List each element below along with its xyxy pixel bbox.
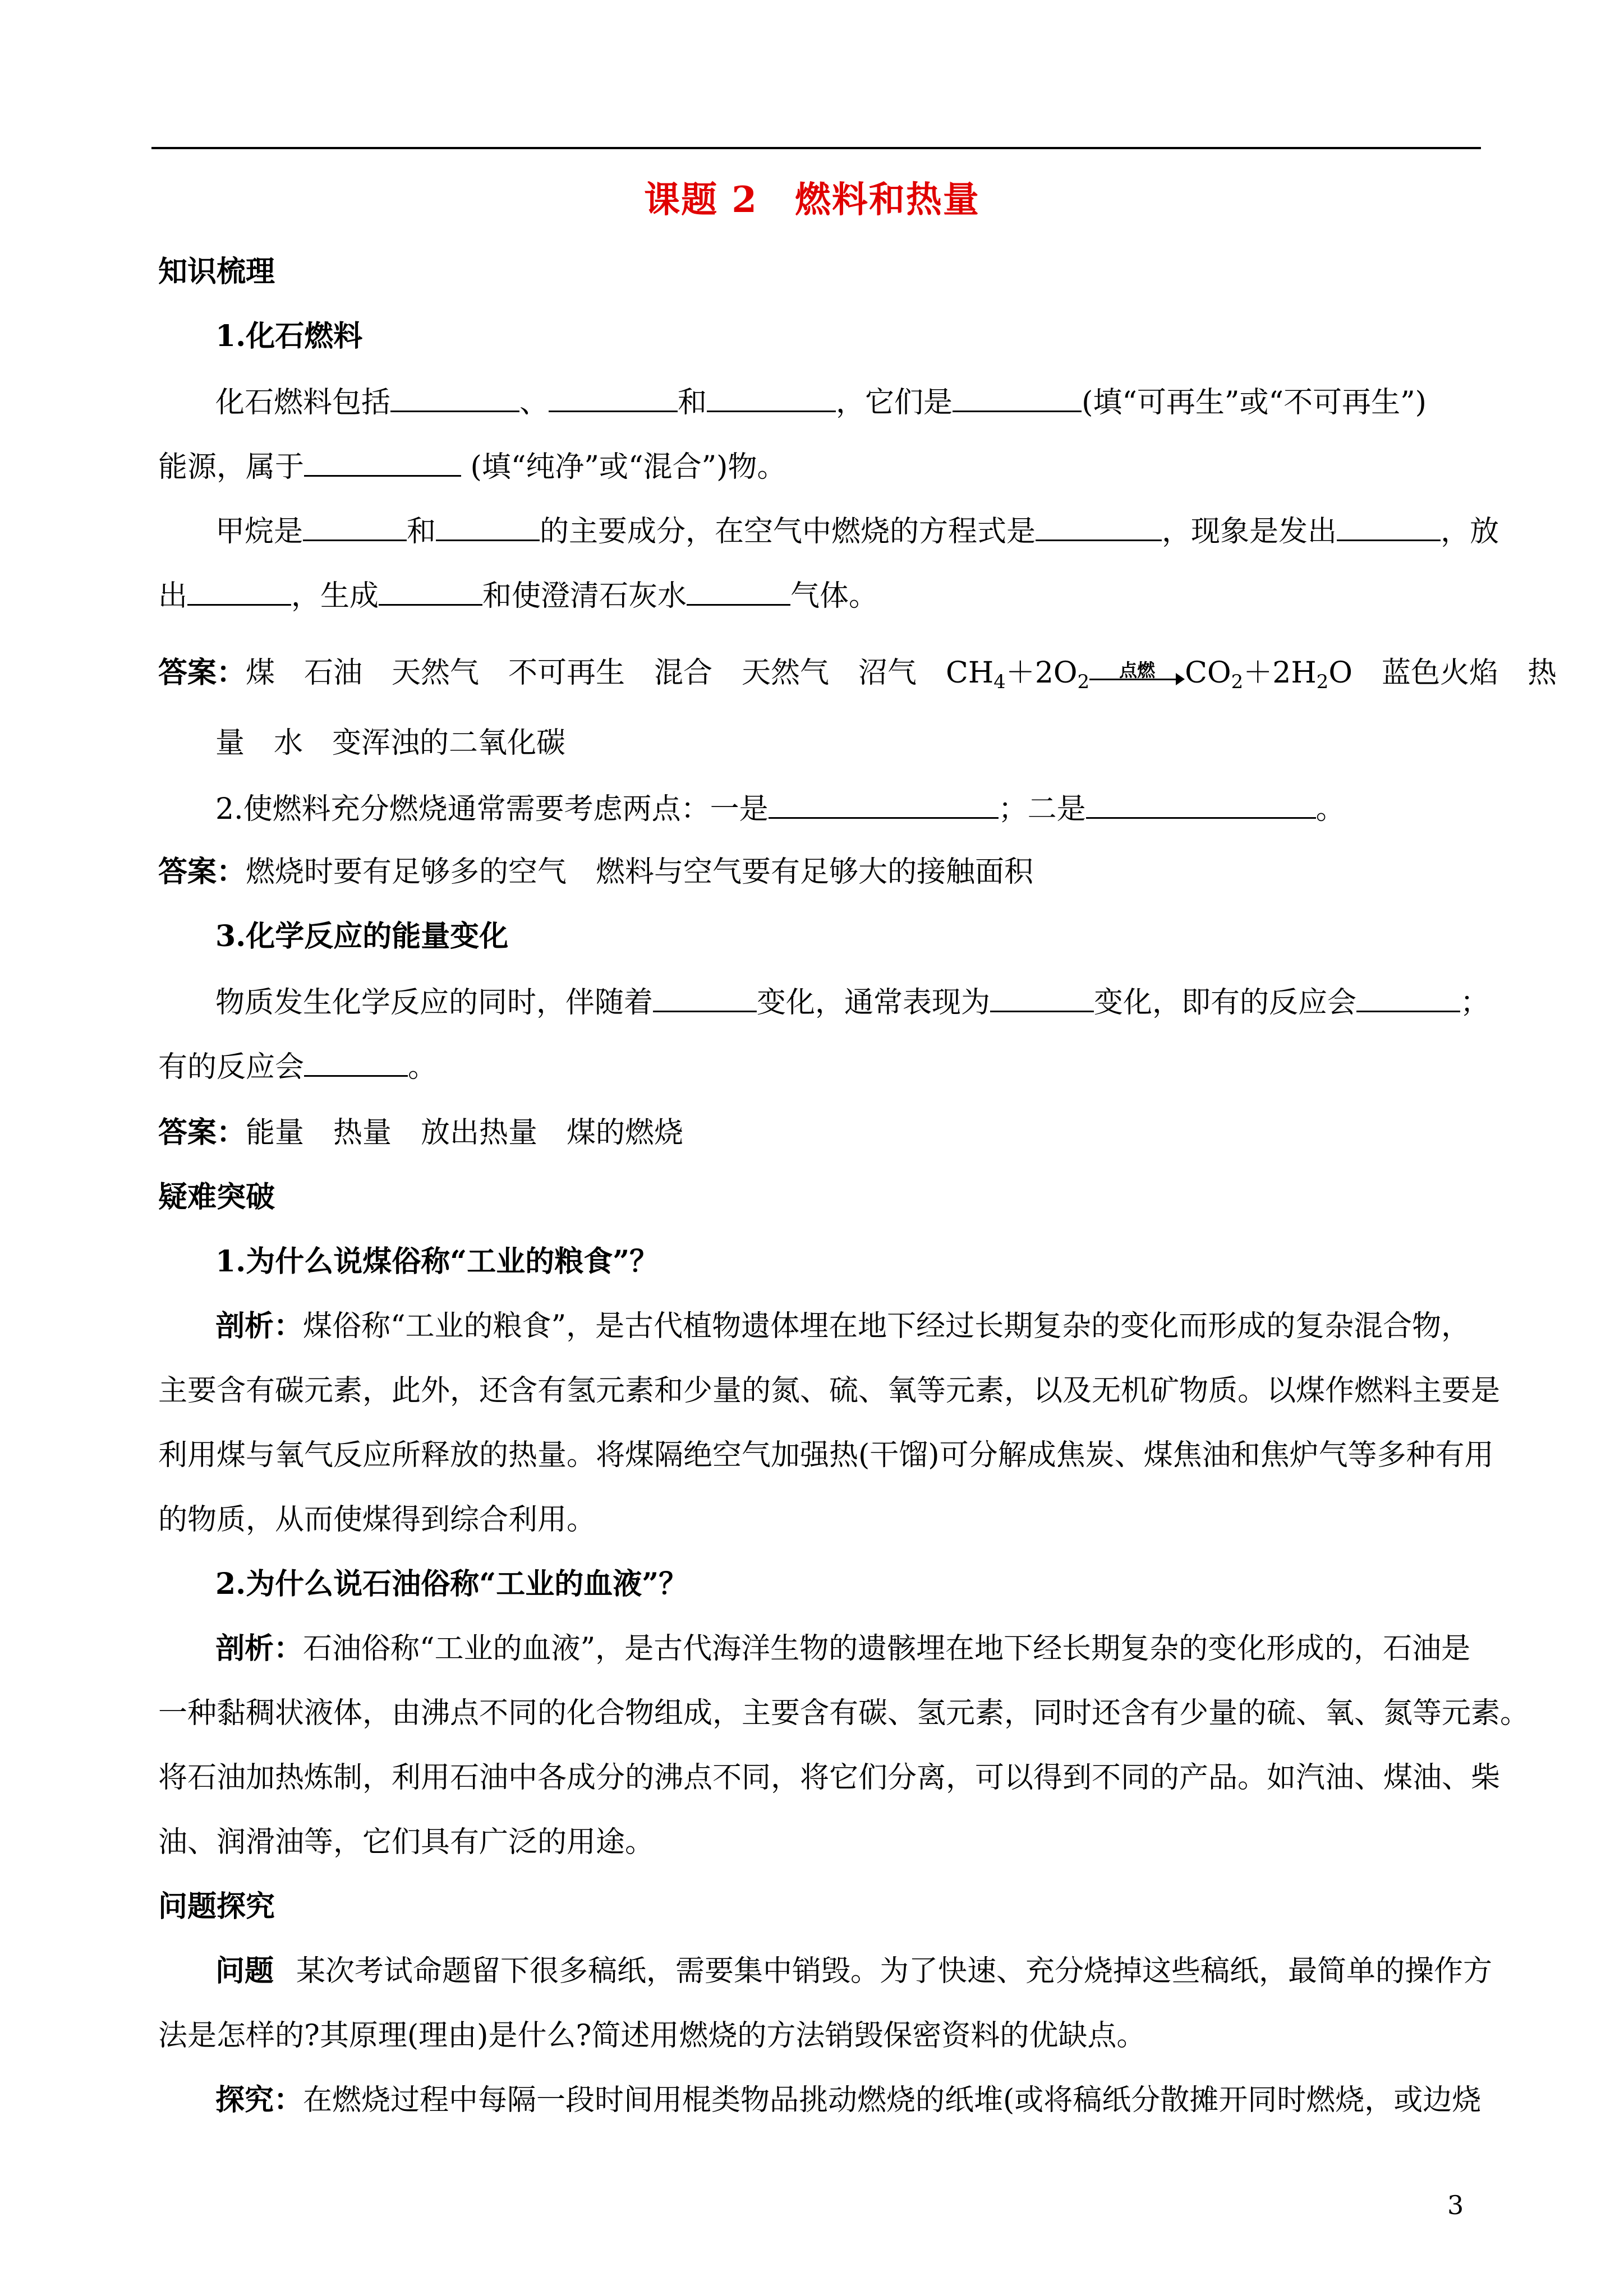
answer-blank[interactable] bbox=[990, 981, 1094, 1012]
analysis-coal-line-4: 的物质，从而使煤得到综合利用。 bbox=[158, 1503, 596, 1537]
exploration-label: 探究： bbox=[215, 2083, 303, 2117]
analysis-coal-line-1: 剖析：煤俗称“工业的粮食”，是古代植物遗体埋在地下经过长期复杂的变化而形成的复杂混合物， bbox=[215, 1309, 1471, 1343]
analysis-coal-line-3: 利用煤与氧气反应所释放的热量。将煤隔绝空气加强热(干馏)可分解成焦炭、煤焦油和焦炉气等多种有用 bbox=[158, 1439, 1494, 1472]
header-rule bbox=[151, 147, 1481, 149]
answer-label: 答案： bbox=[158, 1115, 246, 1150]
section-heading-difficulty: 疑难突破 bbox=[158, 1180, 275, 1214]
analysis-oil-line-2: 一种黏稠状液体，由沸点不同的化合物组成，主要含有碳、氢元素，同时还含有少量的硫、氧、氮等元素。 bbox=[158, 1696, 1530, 1730]
answer-blank[interactable] bbox=[953, 381, 1082, 412]
answer-blank[interactable] bbox=[1036, 510, 1162, 541]
answer-blank[interactable] bbox=[436, 510, 540, 541]
subheading-coal-question: 1.为什么说煤俗称“工业的粮食”？ bbox=[215, 1244, 659, 1279]
answer-label: 答案： bbox=[158, 656, 246, 690]
answer-blank[interactable] bbox=[304, 446, 461, 477]
answer-blank[interactable] bbox=[390, 381, 519, 412]
inquiry-question-line-1: 问题 某次考试命题留下很多稿纸，需要集中销毁。为了快速、充分烧掉这些稿纸，最简单的操作方 bbox=[215, 1954, 1493, 1988]
question-methane-line-1: 甲烷是 和 的主要成分，在空气中燃烧的方程式是 ，现象是发出 ，放 bbox=[215, 510, 1499, 551]
answer-blank[interactable] bbox=[304, 1046, 408, 1077]
subheading-oil-question: 2.为什么说石油俗称“工业的血液”？ bbox=[215, 1567, 688, 1601]
analysis-label: 剖析： bbox=[215, 1631, 303, 1666]
answer-blank[interactable] bbox=[549, 381, 678, 412]
question-label: 问题 bbox=[215, 1954, 274, 1988]
question-fossil-line-1: 化石燃料包括 、 和 ，它们是 (填“可再生”或“不可再生”) bbox=[215, 381, 1427, 422]
question-methane-line-2: 出 ，生成 和使澄清石灰水 气体。 bbox=[158, 575, 878, 616]
question-fossil-line-2: 能源，属于 (填“纯净”或“混合”)物。 bbox=[158, 446, 786, 487]
question-energy-line-1: 物质发生化学反应的同时，伴随着 变化，通常表现为 变化，即有的反应会 ； bbox=[215, 981, 1489, 1022]
analysis-oil-line-1: 剖析：石油俗称“工业的血液”，是古代海洋生物的遗骸埋在地下经长期复杂的变化形成的，石油是 bbox=[215, 1631, 1471, 1666]
answer-blank[interactable] bbox=[687, 575, 790, 606]
section-heading-knowledge: 知识梳理 bbox=[158, 255, 275, 289]
inquiry-exploration-line-1: 探究：在燃烧过程中每隔一段时间用棍类物品挑动燃烧的纸堆(或将稿纸分散摊开同时燃烧，或边烧 bbox=[215, 2083, 1482, 2117]
answer-blank[interactable] bbox=[653, 981, 757, 1012]
answer-blank[interactable] bbox=[707, 381, 836, 412]
analysis-label: 剖析： bbox=[215, 1309, 303, 1343]
question-energy-line-2: 有的反应会 。 bbox=[158, 1046, 437, 1087]
answer-complete-combustion: 答案：燃烧时要有足够多的空气 燃料与空气要有足够大的接触面积 bbox=[158, 855, 1034, 889]
answer-blank[interactable] bbox=[379, 575, 482, 606]
answer-fossil-line-2: 量 水 变浑浊的二氧化碳 bbox=[215, 726, 566, 760]
page-number: 3 bbox=[1447, 2190, 1464, 2220]
analysis-oil-line-3: 将石油加热炼制，利用石油中各成分的沸点不同，将它们分离，可以得到不同的产品。如汽油、煤油、柴 bbox=[158, 1761, 1501, 1795]
analysis-oil-line-4: 油、润滑油等，它们具有广泛的用途。 bbox=[158, 1825, 655, 1859]
subheading-energy-change: 3.化学反应的能量变化 bbox=[215, 919, 509, 953]
answer-blank[interactable] bbox=[1086, 788, 1316, 819]
answer-label: 答案： bbox=[158, 855, 246, 889]
methane-equation: $CH_4+2O_2$ 点燃 $CO_2+2H_2O$ bbox=[946, 656, 1352, 693]
answer-blank[interactable] bbox=[1337, 510, 1441, 541]
page-title: 课题 2 燃料和热量 bbox=[644, 179, 980, 221]
answer-blank[interactable] bbox=[769, 788, 999, 819]
inquiry-question-line-2: 法是怎样的?其原理(理由)是什么?简述用燃烧的方法销毁保密资料的优缺点。 bbox=[158, 2019, 1146, 2053]
reaction-arrow-icon: 点燃 bbox=[1089, 658, 1185, 692]
answer-blank[interactable] bbox=[1356, 981, 1460, 1012]
subheading-fossil-fuels: 1.化石燃料 bbox=[215, 319, 363, 353]
answer-energy-change: 答案：能量 热量 放出热量 煤的燃烧 bbox=[158, 1115, 684, 1150]
question-complete-combustion: 2.使燃料充分燃烧通常需要考虑两点：一是 ；二是 。 bbox=[215, 788, 1345, 829]
answer-blank[interactable] bbox=[187, 575, 291, 606]
analysis-coal-line-2: 主要含有碳元素，此外，还含有氢元素和少量的氮、硫、氧等元素，以及无机矿物质。以煤作燃料主要是 bbox=[158, 1374, 1501, 1408]
answer-blank[interactable] bbox=[303, 510, 407, 541]
section-heading-inquiry: 问题探究 bbox=[158, 1889, 275, 1924]
answer-fossil-line-1: 答案：煤 石油 天然气 不可再生 混合 天然气 沼气 $CH_4+2O_2$ 点燃 $CO_2+2H_2O$ 蓝色火焰 热 bbox=[158, 656, 1557, 693]
